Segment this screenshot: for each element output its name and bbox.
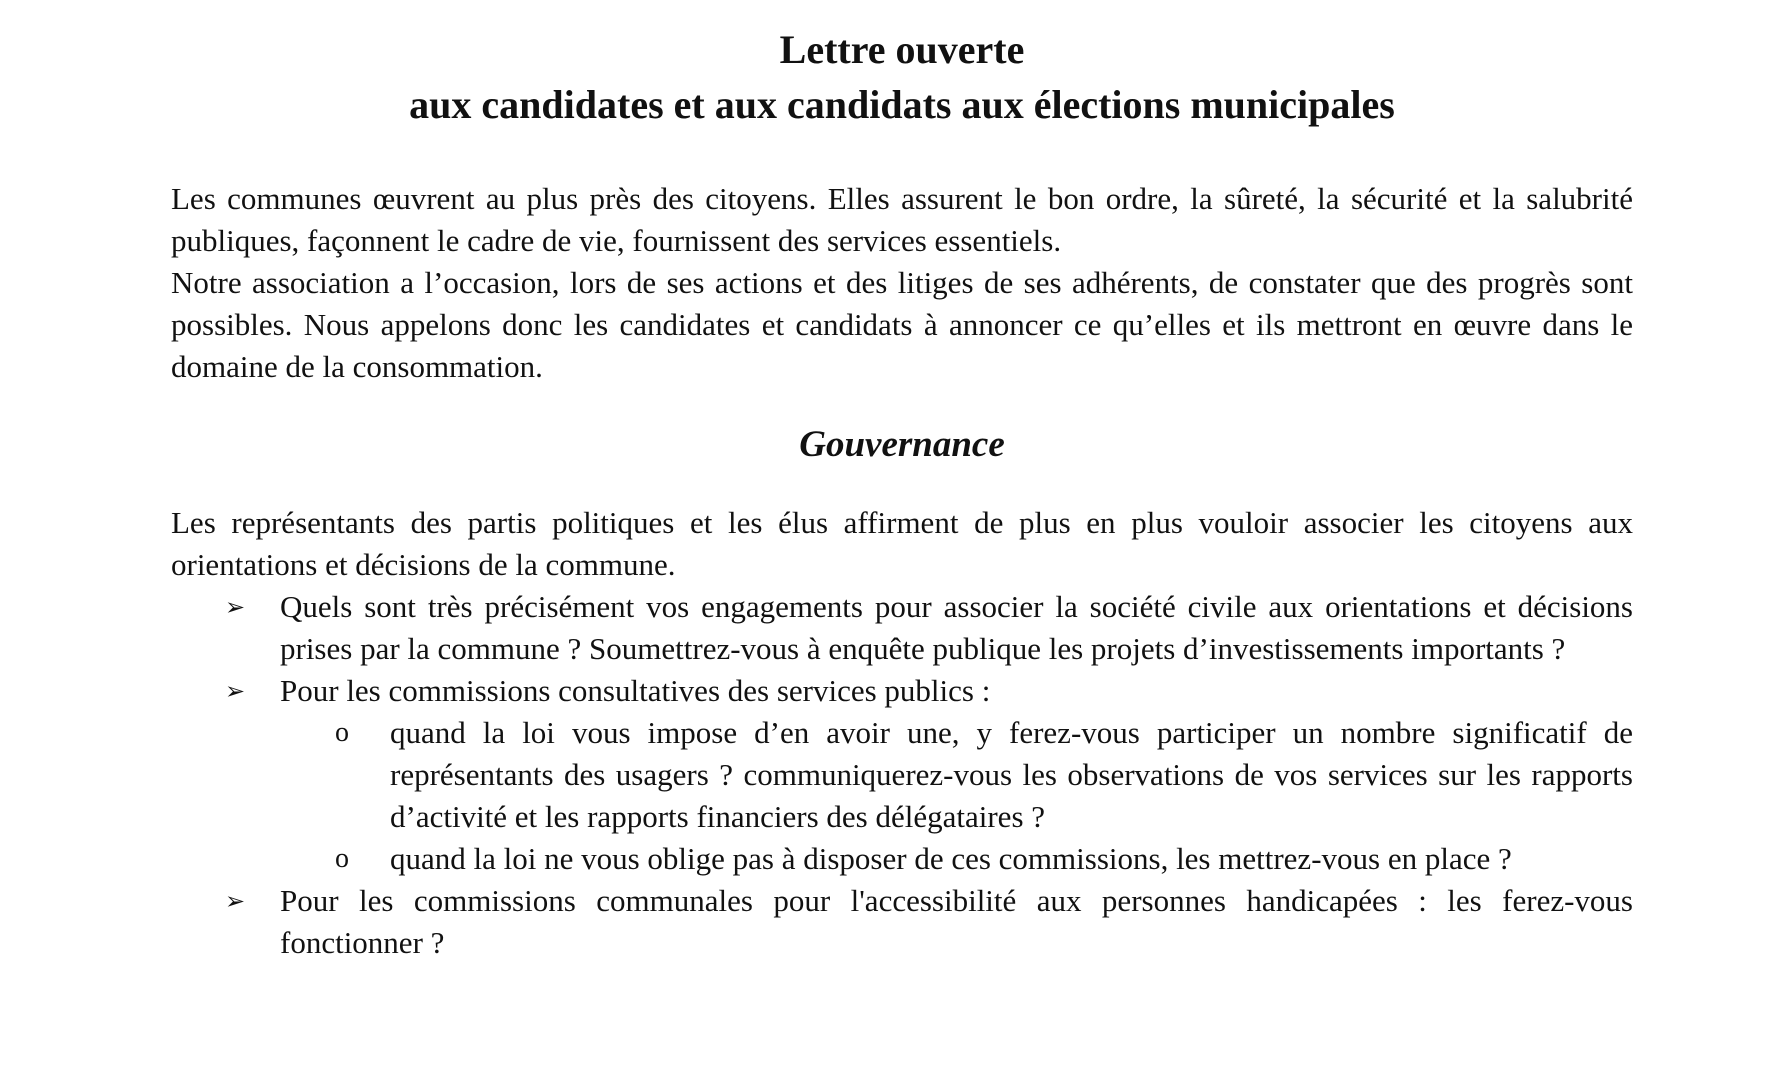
arrow-bullet-icon: ➢	[225, 887, 246, 915]
title-line-1: Lettre ouverte	[779, 27, 1025, 72]
sub-list-item-text: quand la loi ne vous oblige pas à disposer de ces commissions, les mettrez-vous en place ?	[390, 841, 1512, 876]
circle-bullet-icon: o	[335, 843, 349, 874]
section-paragraph: Les représentants des partis politiques et les élus affirment de plus en plus vouloir associer les citoyens aux orientations et décisions de la commune.	[171, 505, 1633, 582]
circle-bullet-icon: o	[335, 717, 349, 748]
sub-list-item-text: quand la loi vous impose d’en avoir une, y ferez-vous participer un nombre significatif de représentants des usagers ? communiquerez-vous les observations de vos services sur les rapports d’activité et les rapports financiers des délégataires ?	[390, 715, 1633, 834]
list-item-text: Pour les commissions communales pour l'accessibilité aux personnes handicapées : les ferez-vous fonctionner ?	[280, 883, 1633, 960]
arrow-bullet-icon: ➢	[225, 677, 246, 705]
sub-question-list	[280, 712, 1633, 880]
arrow-bullet-icon: ➢	[225, 593, 246, 621]
intro-block	[171, 178, 1633, 388]
list-item-text: Quels sont très précisément vos engagements pour associer la société civile aux orientations et décisions prises par la commune ? Soumettrez-vous à enquête publique les projets d’investissements importants ?	[280, 589, 1633, 666]
sub-list-item	[171, 712, 1633, 838]
letter-title	[171, 22, 1633, 132]
list-item-text: Pour les commissions consultatives des services publics :	[280, 673, 991, 708]
title-line-2: aux candidates et aux candidats aux élections municipales	[409, 82, 1395, 127]
list-item	[171, 880, 1633, 964]
section-heading: Gouvernance	[799, 424, 1005, 465]
list-item	[171, 670, 1633, 880]
sub-list-item	[171, 838, 1633, 880]
list-item	[171, 586, 1633, 670]
intro-paragraph-1: Les communes œuvrent au plus près des citoyens. Elles assurent le bon ordre, la sûreté, la sécurité et la salubrité publiques, façonnent le cadre de vie, fournissent des services essentiels.	[171, 181, 1633, 258]
intro-paragraph-2: Notre association a l’occasion, lors de ses actions et des litiges de ses adhérents, de constater que des progrès sont possibles. Nous appelons donc les candidates et candidats à annoncer ce qu’elles et ils mettront en œuvre dans le domaine de la consommation.	[171, 265, 1633, 384]
question-list	[171, 586, 1633, 964]
document-page	[171, 22, 1633, 964]
